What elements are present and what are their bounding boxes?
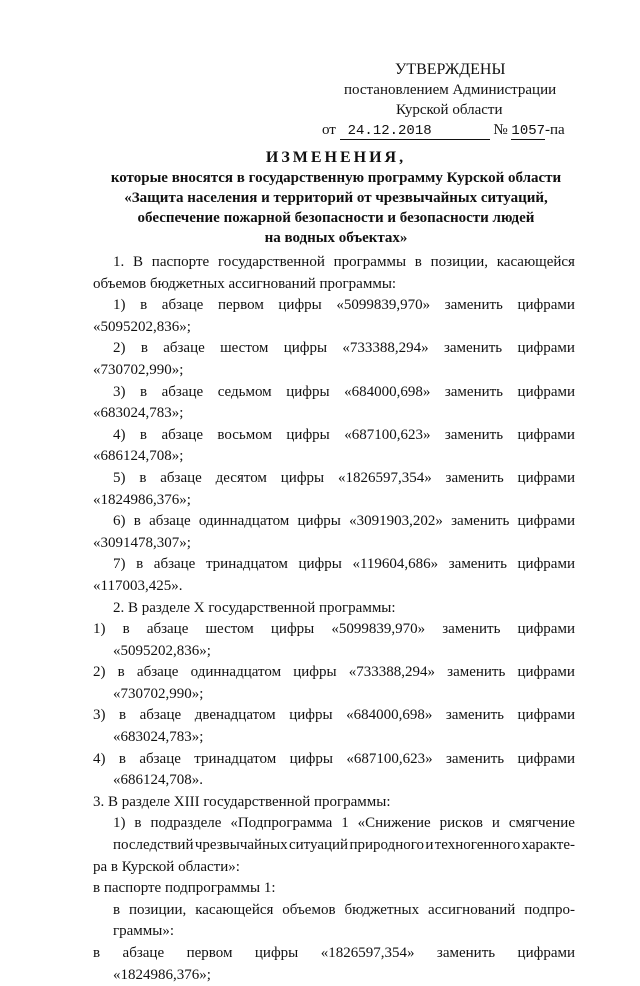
title-heading: ИЗМЕНЕНИЯ, bbox=[265, 149, 407, 166]
body-word: абзаце bbox=[161, 426, 203, 443]
body-word: одиннадцатом bbox=[198, 513, 290, 530]
body-word: в bbox=[113, 901, 121, 918]
body-word: заменить bbox=[443, 340, 503, 357]
body-word: 2) bbox=[93, 664, 106, 681]
body-word: абзаце bbox=[163, 340, 205, 357]
body-word: заменить bbox=[445, 750, 505, 767]
body-word: «5099839,970» bbox=[336, 297, 431, 314]
approval-date: 24.12.2018 bbox=[340, 123, 490, 140]
body-line bbox=[93, 425, 575, 447]
body-word: заменить bbox=[448, 556, 507, 573]
body-word: 7) bbox=[113, 556, 126, 573]
body-word: «733388,294» bbox=[348, 664, 435, 681]
body-word: абзаце bbox=[146, 621, 189, 638]
body-word: в bbox=[93, 945, 101, 961]
body-word: цифры bbox=[254, 945, 299, 961]
title-line-3: обеспечение пожарной безопасности и безопасности людей bbox=[137, 210, 535, 226]
number-prefix: № bbox=[493, 122, 508, 138]
body-word: позиции, bbox=[430, 254, 488, 270]
body-word: в bbox=[134, 815, 142, 832]
body-word: цифрами bbox=[517, 945, 575, 961]
body-word: государственной bbox=[217, 254, 325, 270]
document-body bbox=[93, 252, 575, 986]
title-line-2: «Защита населения и территорий от чрезвычайных ситуаций, bbox=[124, 190, 548, 206]
title-line-1: которые вносятся в государственную программу Курской области bbox=[110, 170, 562, 186]
body-line bbox=[93, 338, 575, 360]
approval-block bbox=[300, 60, 600, 140]
body-line bbox=[93, 619, 575, 641]
body-word: «1826597,354» bbox=[337, 469, 432, 486]
body-word: шестом bbox=[220, 340, 269, 357]
body-word: цифрами bbox=[517, 664, 575, 681]
body-word: 1) bbox=[113, 297, 126, 314]
body-word: позиции, bbox=[128, 901, 187, 918]
body-word: цифрами bbox=[517, 750, 575, 767]
body-word: абзаце bbox=[139, 750, 181, 767]
body-word: цифры bbox=[286, 426, 330, 443]
number-suffix: -па bbox=[545, 122, 565, 138]
body-word: 2) bbox=[113, 340, 126, 357]
body-line bbox=[93, 511, 575, 533]
body-word: цифры bbox=[278, 297, 322, 314]
body-word: абзаце bbox=[139, 707, 182, 724]
body-line: «686124,708»; bbox=[93, 448, 184, 465]
body-word: цифрами bbox=[517, 513, 575, 530]
body-word: объемов bbox=[282, 901, 336, 918]
body-line bbox=[93, 705, 575, 727]
body-word: цифрами bbox=[517, 426, 575, 443]
body-line: «683024,783»; bbox=[93, 405, 184, 422]
body-word: цифрами bbox=[517, 707, 575, 724]
body-word: первом bbox=[186, 945, 233, 961]
body-word: смягчение bbox=[508, 815, 575, 832]
body-word: абзаце bbox=[149, 513, 191, 530]
body-word: цифрами bbox=[517, 621, 575, 638]
body-word: цифры bbox=[283, 340, 328, 357]
body-word: и bbox=[491, 815, 500, 832]
body-word: программы bbox=[333, 254, 407, 270]
body-word: 1. bbox=[113, 254, 125, 270]
body-word: заменить bbox=[442, 621, 501, 638]
body-line bbox=[93, 749, 575, 771]
body-word: 1) bbox=[113, 815, 126, 832]
body-word: абзаце bbox=[160, 469, 202, 486]
body-word: в bbox=[140, 340, 148, 357]
body-word: цифрами bbox=[517, 297, 575, 314]
body-line bbox=[93, 554, 575, 576]
approval-number: 1057 bbox=[511, 123, 546, 139]
body-word: «Подпрограмма bbox=[230, 815, 333, 832]
body-line bbox=[93, 295, 575, 317]
body-word: заменить bbox=[444, 426, 504, 443]
body-word: в bbox=[414, 254, 422, 270]
body-word: в bbox=[140, 297, 148, 314]
body-word: абзаце bbox=[122, 945, 165, 961]
body-word: цифрами bbox=[517, 383, 575, 400]
body-line bbox=[93, 900, 575, 922]
body-line bbox=[93, 813, 575, 835]
body-line bbox=[93, 662, 575, 684]
body-word: первом bbox=[217, 297, 264, 314]
body-word: 3) bbox=[93, 707, 106, 724]
body-word: «684000,698» bbox=[344, 383, 431, 400]
body-line bbox=[93, 835, 575, 857]
body-word: заменить bbox=[451, 513, 510, 530]
body-line: ра в Курской области»: bbox=[93, 858, 240, 875]
body-word: цифры bbox=[286, 383, 330, 400]
body-word: 1 bbox=[341, 815, 349, 832]
body-word: последствий bbox=[113, 837, 194, 854]
body-word: цифры bbox=[297, 513, 341, 530]
body-line: граммы»: bbox=[113, 923, 175, 940]
body-word: «3091903,202» bbox=[349, 513, 443, 530]
body-word: седьмом bbox=[217, 383, 272, 400]
body-word: 5) bbox=[113, 469, 126, 486]
body-word: характе- bbox=[521, 837, 575, 854]
body-line: объемов бюджетных ассигнований программы: bbox=[93, 275, 397, 292]
body-word: «684000,698» bbox=[346, 707, 433, 724]
body-word: цифры bbox=[298, 556, 342, 573]
body-word: «1826597,354» bbox=[320, 945, 415, 961]
body-line: 3. В разделе XIII государственной программы: bbox=[93, 793, 391, 810]
body-line: «1824986,376»; bbox=[113, 966, 211, 983]
body-word: цифрами bbox=[517, 556, 575, 573]
body-word: «5099839,970» bbox=[331, 621, 426, 638]
body-line: «5095202,836»; bbox=[113, 642, 211, 659]
approval-by-line: постановлением Администрации bbox=[344, 82, 557, 98]
body-word: В bbox=[133, 254, 144, 270]
body-word: техногенного bbox=[434, 837, 521, 854]
body-word: «119604,686» bbox=[352, 556, 439, 573]
body-word: природного bbox=[349, 837, 424, 854]
body-word: 4) bbox=[113, 426, 126, 443]
body-line: 2. В разделе X государственной программы: bbox=[113, 599, 396, 616]
body-word: бюджетных bbox=[344, 901, 420, 918]
body-word: цифрами bbox=[517, 469, 575, 486]
body-line: «730702,990»; bbox=[93, 361, 184, 378]
body-word: рисков bbox=[439, 815, 483, 832]
body-line: «3091478,307»; bbox=[93, 534, 191, 551]
body-word: подпро- bbox=[524, 901, 575, 918]
body-word: тринадцатом bbox=[194, 750, 277, 767]
body-word: в bbox=[119, 707, 127, 724]
body-word: заменить bbox=[436, 945, 496, 961]
date-prefix: от bbox=[322, 122, 336, 138]
body-word: шестом bbox=[205, 621, 254, 638]
body-word: ситуаций bbox=[289, 837, 349, 854]
body-word: одиннадцатом bbox=[190, 664, 282, 681]
approval-region-line: Курской области bbox=[396, 102, 503, 118]
body-word: в bbox=[122, 621, 130, 638]
body-line bbox=[93, 382, 575, 404]
body-word: восьмом bbox=[217, 426, 272, 443]
body-word: цифры bbox=[289, 750, 333, 767]
body-word: в bbox=[117, 664, 125, 681]
body-line bbox=[93, 252, 575, 274]
body-word: в bbox=[133, 513, 141, 530]
body-word: в bbox=[140, 383, 148, 400]
body-word: заменить bbox=[444, 383, 504, 400]
body-line: «730702,990»; bbox=[113, 685, 204, 702]
body-word: абзаце bbox=[161, 383, 204, 400]
body-word: абзаце bbox=[153, 556, 196, 573]
body-word: цифры bbox=[280, 469, 325, 486]
body-line: «686124,708». bbox=[113, 772, 203, 789]
body-word: чрезвычайных bbox=[194, 837, 288, 854]
body-word: заменить bbox=[444, 297, 503, 314]
body-line: «5095202,836»; bbox=[93, 318, 191, 335]
body-word: «687100,623» bbox=[346, 750, 433, 767]
body-word: цифры bbox=[293, 664, 337, 681]
body-word: 1) bbox=[93, 621, 106, 638]
body-word: 4) bbox=[93, 750, 106, 767]
body-word: цифры bbox=[270, 621, 315, 638]
body-word: «Снижение bbox=[357, 815, 431, 832]
body-word: в bbox=[139, 469, 147, 486]
body-word: 3) bbox=[113, 383, 126, 400]
body-line: в паспорте подпрограммы 1: bbox=[93, 880, 276, 897]
body-word: двенадцатом bbox=[194, 707, 276, 724]
body-word: десятом bbox=[215, 469, 267, 486]
body-word: паспорте bbox=[151, 254, 210, 270]
body-word: в bbox=[136, 556, 144, 573]
body-word: абзаце bbox=[161, 297, 204, 314]
body-line bbox=[93, 943, 575, 965]
body-word: и bbox=[425, 837, 434, 854]
title-line-4: на водных объектах» bbox=[264, 230, 408, 246]
body-word: цифрами bbox=[517, 340, 575, 357]
body-word: ассигнований bbox=[428, 901, 516, 918]
body-word: подразделе bbox=[150, 815, 222, 832]
approval-heading: УТВЕРЖДЕНЫ bbox=[395, 61, 506, 78]
body-word: заменить bbox=[445, 707, 505, 724]
body-line bbox=[93, 468, 575, 490]
approval-date-line bbox=[300, 120, 600, 140]
body-word: цифры bbox=[289, 707, 333, 724]
body-word: «733388,294» bbox=[342, 340, 429, 357]
body-word: касающейся bbox=[195, 901, 274, 918]
body-word: «687100,623» bbox=[344, 426, 431, 443]
body-word: заменить bbox=[447, 664, 506, 681]
body-word: 6) bbox=[113, 513, 126, 530]
body-word: тринадцатом bbox=[205, 556, 288, 573]
body-word: абзаце bbox=[136, 664, 179, 681]
body-word: касающейся bbox=[496, 254, 575, 270]
body-line: «1824986,376»; bbox=[93, 491, 191, 508]
body-word: заменить bbox=[445, 469, 504, 486]
body-line: «683024,783»; bbox=[113, 729, 204, 746]
body-word: в bbox=[139, 426, 148, 443]
body-line: «117003,425». bbox=[93, 577, 183, 594]
body-word: в bbox=[118, 750, 126, 767]
document-title bbox=[86, 148, 586, 248]
